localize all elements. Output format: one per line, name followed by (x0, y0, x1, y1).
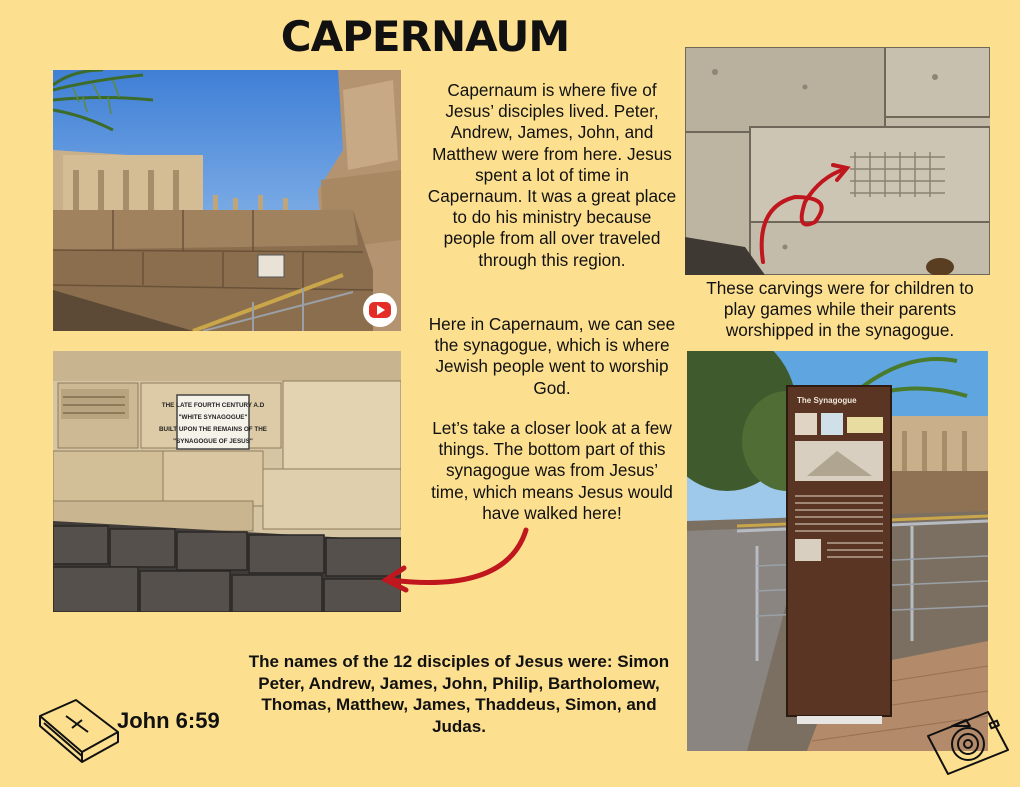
photo-info-sign (687, 351, 988, 751)
youtube-icon[interactable] (362, 292, 398, 328)
bible-icon (36, 696, 122, 768)
carvings-caption: These carvings were for children to play games while their parents worshipped in the synagogue. (706, 278, 974, 340)
photo-stone-wall (53, 351, 401, 612)
closer-look-paragraph: Let’s take a closer look at a few things. The bottom part of this synagogue was from Jesus’ time, which means Jesus would have walked here! (431, 418, 673, 523)
plaque-line: "SYNAGOGUE OF JESUS" (173, 438, 253, 445)
photo-synagogue-ruins (53, 70, 401, 331)
plaque-line: "WHITE SYNAGOGUE" (178, 414, 248, 421)
camera-icon (922, 706, 1014, 778)
plaque-line: THE LATE FOURTH CENTURY A.D (161, 402, 265, 409)
plaque-line: BUILT UPON THE REMAINS OF THE (159, 426, 267, 433)
intro-paragraph: Capernaum is where five of Jesus’ disciples lived. Peter, Andrew, James, John, and Matthew were from here. Jesus spent a lot of time in Capernaum. It was a great place to do his ministry because people from all over traveled through this region. (427, 80, 677, 270)
sign-title: The Synagogue (797, 396, 857, 405)
synagogue-paragraph: Here in Capernaum, we can see the synagogue, which is where Jewish people went to worship God. (428, 314, 676, 398)
disciples-paragraph: The names of the 12 disciples of Jesus were: Simon Peter, Andrew, James, John, Philip, Bartholomew, Thomas, Matthew, James, Thaddeus, Simon, and Judas. (248, 652, 670, 736)
photo-carvings (685, 47, 990, 275)
arrow-to-wall (376, 524, 536, 604)
page-title: CAPERNAUM (280, 12, 570, 61)
verse-reference: John 6:59 (117, 708, 220, 733)
